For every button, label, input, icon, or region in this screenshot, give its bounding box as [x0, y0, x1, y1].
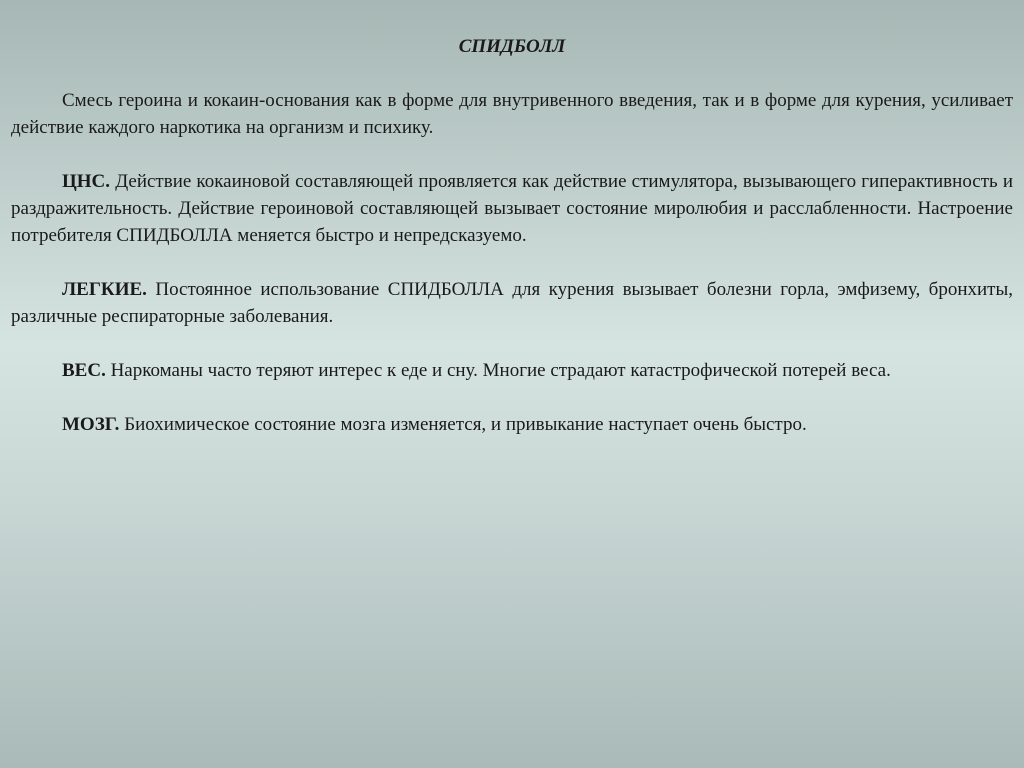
section-weight [11, 357, 1013, 384]
section-cns [11, 168, 1013, 249]
intro-paragraph: Смесь героина и кокаин-основания как в форме для внутривенного введения, так и в форме для курения, усиливает действие каждого наркотика на организм и психику. [11, 90, 1013, 138]
section-brain [11, 411, 1013, 438]
section-lungs [11, 276, 1013, 330]
section-heading: МОЗГ. [62, 414, 120, 435]
section-heading: ЦНС. [62, 171, 111, 192]
section-heading: ЛЕГКИЕ. [62, 279, 147, 300]
section-text: Действие кокаиновой составляющей проявляется как действие стимулятора, вызывающего гиперактивность и раздражительность. Действие героиновой составляющей вызывает состояние миролюбия и расслабленности. Настроение потребителя СПИДБОЛЛА меняется быстро и непредсказуемо. [11, 171, 1014, 246]
section-text: Постоянное использование СПИДБОЛЛА для курения вызывает болезни горла, эмфизему, бронхиты, различные респираторные заболевания. [11, 279, 1014, 327]
section-text: Биохимическое состояние мозга изменяется, и привыкание наступает очень быстро. [124, 414, 807, 435]
section-text: Наркоманы часто теряют интерес к еде и сну. Многие страдают катастрофической потерей веса. [110, 360, 891, 381]
section-heading: ВЕС. [62, 360, 106, 381]
page-title: СПИДБОЛЛ [458, 36, 566, 57]
